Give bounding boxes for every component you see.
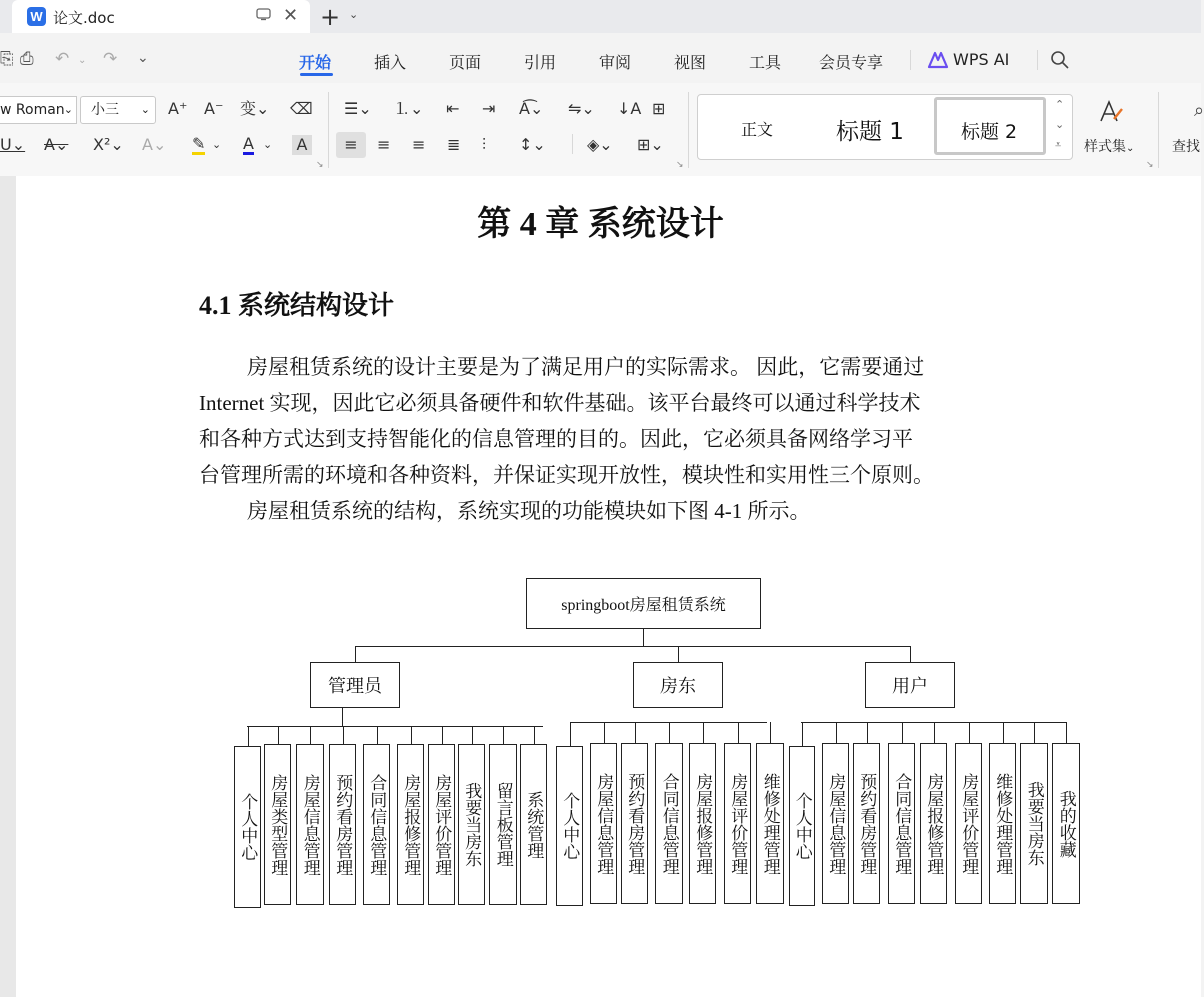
diagram-module-box: 房屋类型管理 xyxy=(264,744,291,905)
chevron-down-icon[interactable]: ⌄ xyxy=(263,138,273,151)
diagram-module-box: 预约看房管理 xyxy=(853,743,880,904)
chinese-layout-icon[interactable]: A͡⌄ xyxy=(519,99,544,118)
menu-divider xyxy=(910,50,911,70)
diagram-module-box: 维修处理管理 xyxy=(989,743,1016,904)
paragraph-shading-icon[interactable]: ◈⌄ xyxy=(587,135,613,154)
find-icon[interactable]: ⌕ xyxy=(1194,100,1204,121)
menu-divider xyxy=(1037,50,1038,70)
diagram-module-box: 房屋信息管理 xyxy=(590,743,617,904)
align-center-icon[interactable]: ≡ xyxy=(377,135,391,154)
style-set-icon[interactable] xyxy=(1098,99,1124,125)
clear-format-icon[interactable]: ⌫ xyxy=(290,99,313,118)
diagram-module-box: 系统管理 xyxy=(520,744,547,905)
diagram-module-box: 房屋报修管理 xyxy=(397,744,424,905)
style-heading-2[interactable]: 标题 2 xyxy=(961,121,1018,143)
new-tab-icon[interactable]: + xyxy=(320,3,341,31)
diagram-module-box: 个人中心 xyxy=(789,746,815,906)
strikethrough-icon[interactable]: A⌄ xyxy=(44,135,69,154)
text-effect-icon[interactable]: A⌄ xyxy=(142,135,167,154)
chapter-title: 第 4 章 系统设计 xyxy=(477,206,724,243)
style-scroll-down-icon[interactable]: ⌄ xyxy=(1055,118,1065,131)
paragraph-dialog-launcher-icon[interactable]: ↘ xyxy=(676,160,684,170)
quick-access-dropdown-icon[interactable]: ⌄ xyxy=(137,50,149,66)
diagram-module-box: 房屋评价管理 xyxy=(428,744,455,905)
phonetic-guide-icon[interactable]: 变⌄ xyxy=(240,99,270,118)
ribbon-divider xyxy=(1158,92,1159,168)
diagram-module-box: 房屋评价管理 xyxy=(955,743,982,904)
distributed-align-icon[interactable]: ⫶ xyxy=(482,135,487,154)
style-set-label: 样式集 xyxy=(1084,139,1126,155)
close-tab-icon[interactable]: ✕ xyxy=(283,5,299,26)
chevron-down-icon: ⌄ xyxy=(63,103,73,116)
chevron-down-icon[interactable]: ⌄ xyxy=(349,8,359,21)
diagram-module-box: 合同信息管理 xyxy=(655,743,683,904)
diagram-role-box: 管理员 xyxy=(310,662,400,708)
increase-indent-icon[interactable]: ⇥ xyxy=(482,99,496,118)
style-normal[interactable]: 正文 xyxy=(741,120,774,139)
diagram-module-box: 房屋信息管理 xyxy=(296,744,324,905)
search-icon[interactable] xyxy=(1050,50,1070,70)
numbering-icon[interactable]: ⒈⌄ xyxy=(394,99,424,118)
document-page[interactable] xyxy=(16,176,1201,997)
diagram-module-box: 合同信息管理 xyxy=(888,743,915,904)
menu-active-indicator xyxy=(300,73,333,76)
diagram-module-box: 维修处理管理 xyxy=(756,743,784,904)
align-right-icon[interactable]: ≡ xyxy=(412,135,426,154)
ribbon-divider xyxy=(572,134,573,154)
font-size-select[interactable] xyxy=(80,96,156,124)
paragraph-line: Internet 实现，因此它必须具备硬件和软件基础。该平台最终可以通过科学技术 xyxy=(199,391,921,415)
decrease-indent-icon[interactable]: ⇤ xyxy=(446,99,460,118)
chevron-down-icon: ⌄ xyxy=(140,103,150,116)
style-heading-1[interactable]: 标题 1 xyxy=(836,119,904,145)
diagram-module-box: 房屋信息管理 xyxy=(822,743,849,904)
font-color-icon[interactable]: A xyxy=(243,134,254,153)
diagram-module-box: 房屋评价管理 xyxy=(724,743,751,904)
style-set-button[interactable] xyxy=(1084,136,1134,156)
diagram-module-box: 我要当房东 xyxy=(458,744,485,905)
menu-home[interactable]: 开始 xyxy=(299,53,332,72)
bullets-icon[interactable]: ☰⌄ xyxy=(344,99,372,118)
diagram-module-box: 房屋报修管理 xyxy=(689,743,716,904)
diagram-role-box: 用户 xyxy=(865,662,955,708)
underline-icon[interactable]: U⌄ xyxy=(0,135,26,154)
menu-references[interactable]: 引用 xyxy=(524,53,557,72)
menu-page[interactable]: 页面 xyxy=(449,53,482,72)
align-left-icon[interactable]: ≡ xyxy=(336,132,366,158)
show-marks-icon[interactable]: ⊞ xyxy=(652,99,666,118)
font-name-value: w Roman xyxy=(0,102,65,118)
diagram-role-box: 房东 xyxy=(633,662,723,708)
menu-wps-ai[interactable]: WPS AI xyxy=(953,50,1010,69)
diagram-module-box: 房屋报修管理 xyxy=(920,743,947,904)
sort-icon[interactable]: ↓A xyxy=(617,99,642,118)
paragraph-line: 房屋租赁系统的设计主要是为了满足用户的实际需求。 因此，它需要通过 xyxy=(247,355,925,379)
undo-dropdown-icon[interactable]: ⌄ xyxy=(78,55,87,66)
redo-icon[interactable]: ↷ xyxy=(103,49,118,69)
ribbon-divider xyxy=(688,92,689,168)
menu-view[interactable]: 视图 xyxy=(674,53,707,72)
print-preview-icon[interactable]: ⎙ xyxy=(20,49,34,69)
font-size-value: 小三 xyxy=(91,102,119,118)
superscript-icon[interactable]: X²⌄ xyxy=(93,135,124,154)
diagram-module-box: 留言板管理 xyxy=(489,744,517,905)
diagram-module-box: 我的收藏 xyxy=(1052,743,1080,904)
styles-dialog-launcher-icon[interactable]: ↘ xyxy=(1146,160,1154,170)
borders-icon[interactable]: ⊞⌄ xyxy=(637,135,664,154)
diagram-root: springboot房屋租赁系统 xyxy=(526,578,761,629)
menu-insert[interactable]: 插入 xyxy=(374,53,407,72)
shrink-font-icon[interactable]: A⁻ xyxy=(204,99,224,118)
line-spacing-icon[interactable]: ↕⌄ xyxy=(519,135,546,154)
diagram-module-box: 个人中心 xyxy=(556,746,583,906)
diagram-module-box: 我要当房东 xyxy=(1020,743,1048,904)
font-name-select[interactable] xyxy=(0,96,77,124)
menu-member[interactable]: 会员专享 xyxy=(819,53,884,72)
paragraph-line: 房屋租赁系统的结构，系统实现的功能模块如下图 4-1 所示。 xyxy=(247,499,811,523)
cut-icon[interactable]: ⎘ xyxy=(0,49,14,69)
diagram-module-box: 个人中心 xyxy=(234,746,261,908)
menu-review[interactable]: 审阅 xyxy=(599,53,632,72)
diagram-module-box: 合同信息管理 xyxy=(363,744,390,905)
restore-window-icon[interactable] xyxy=(256,8,271,20)
undo-icon[interactable]: ↶ xyxy=(55,49,70,69)
document-margin xyxy=(0,176,16,997)
find-button[interactable]: 查找 xyxy=(1172,139,1200,155)
style-more-icon[interactable]: ⩡ xyxy=(1055,138,1062,151)
section-title: 4.1 系统结构设计 xyxy=(199,291,395,320)
diagram-module-box: 预约看房管理 xyxy=(329,744,356,905)
style-scroll-up-icon[interactable]: ⌃ xyxy=(1055,98,1065,111)
chevron-down-icon[interactable]: ⌄ xyxy=(212,138,222,151)
ribbon-divider xyxy=(328,92,329,168)
diagram-module-box: 预约看房管理 xyxy=(621,743,648,904)
tab-title[interactable]: 论文.doc xyxy=(53,9,115,27)
wps-writer-icon: W xyxy=(27,7,46,26)
justify-icon[interactable]: ≣ xyxy=(447,135,461,154)
char-shading-icon[interactable]: A xyxy=(292,135,312,155)
wps-ai-icon xyxy=(928,52,948,68)
grow-font-icon[interactable]: A⁺ xyxy=(168,99,188,118)
chevron-down-icon: ⌄ xyxy=(1126,143,1135,154)
paragraph-line: 和各种方式达到支持智能化的信息管理的目的。因此，它必须具备网络学习平 xyxy=(199,427,913,451)
highlight-icon[interactable]: ✎ xyxy=(192,134,206,153)
menu-tools[interactable]: 工具 xyxy=(749,53,782,72)
font-dialog-launcher-icon[interactable]: ↘ xyxy=(316,160,324,170)
paragraph-line: 台管理所需的环境和各种资料，并保证实现开放性，模块性和实用性三个原则。 xyxy=(199,463,934,487)
text-direction-icon[interactable]: ⇋⌄ xyxy=(568,99,595,118)
